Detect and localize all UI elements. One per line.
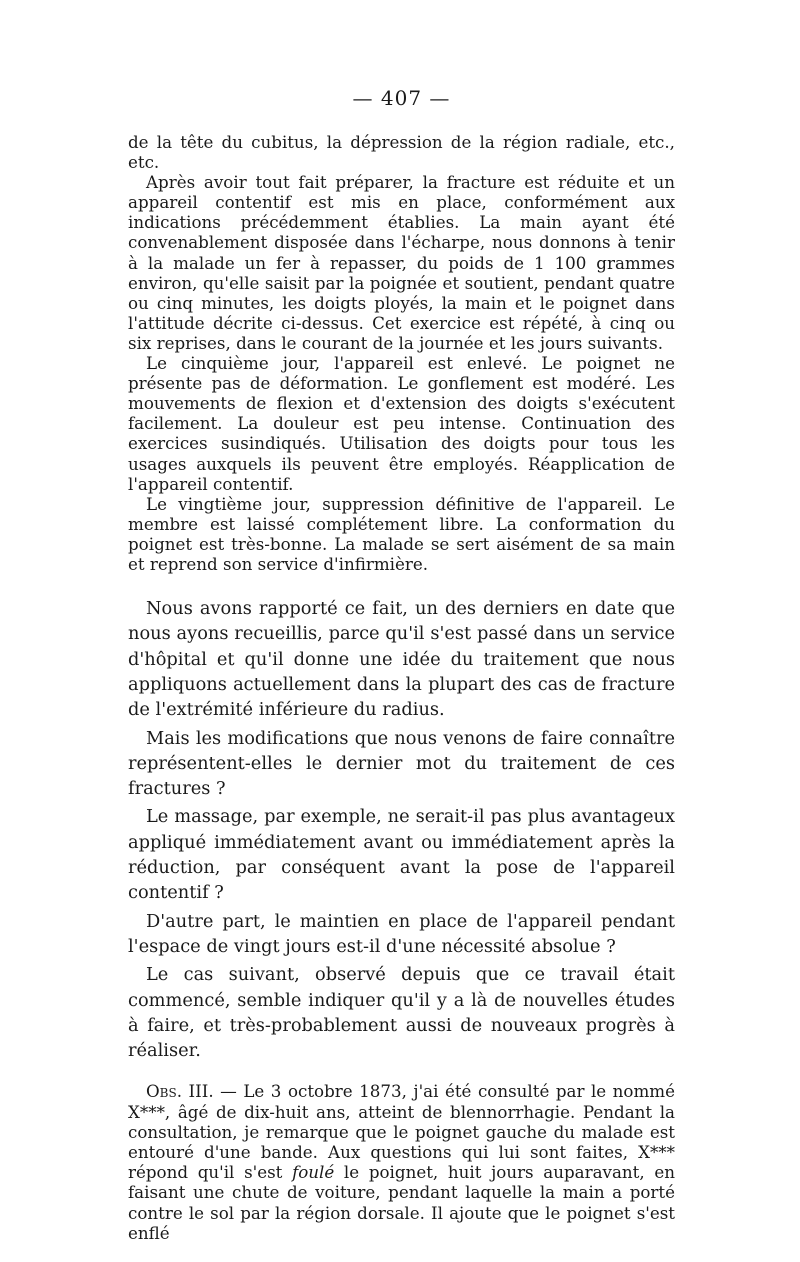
book-page (128, 86, 676, 1243)
paragraph: Nous avons rapporté ce fait, un des derniers en date que nous ayons recueillis, parce qu'il s'est passé dans un service d'hôpital et qu'il donne une idée du traitement que nous appliquons actuellement dans la plupart des cas de fracture de l'extrémité inférieure du radius. (128, 598, 675, 721)
observation-three (128, 1081, 675, 1243)
observation-text: — Le 3 octobre 1873, j'ai été consulté par le nommé X***, âgé de dix-huit ans, atteint de blennorrhagie. Pendant la consultation, je remarque que le poignet gauche du malade est entouré d'une bande. Aux questions qui lui sont faites, X*** répond qu'il s'est (128, 1081, 675, 1183)
paragraph: D'autre part, le maintien en place de l'appareil pendant l'espace de vingt jours est-il d'une nécessité absolue ? (128, 910, 675, 957)
paragraph (128, 1081, 675, 1243)
paragraph: Le vingtième jour, suppression définitive de l'appareil. Le membre est laissé complétement libre. La conformation du poignet est très-bonne. La malade se sert aisément de sa main et reprend son service d'infirmière. (128, 493, 675, 574)
paragraph: Le massage, par exemple, ne serait-il pas plus avantageux appliqué immédiatement avant ou immédiatement après la réduction, par conséquent avant la pose de l'appareil contentif ? (128, 806, 675, 904)
paragraph: Après avoir tout fait préparer, la fracture est réduite et un appareil contentif est mis en place, conformément aux indications précédemment établies. La main ayant été convenablement disposée dans l'écharpe, nous donnons à tenir à la malade un fer à repasser, du poids de 1 100 grammes environ, qu'elle saisit par la poignée et soutient, pendant quatre ou cinq minutes, les doigts ployés, la main et le poignet dans l'attitude décrite ci-dessus. Cet exercice est répété, à cinq ou six reprises, dans le courant de la journée et les jours suivants. (128, 172, 675, 353)
observation-text-continued: le poignet, huit jours auparavant, en faisant une chute de voiture, pendant laquelle la main a porté contre le sol par la région dorsale. Il ajoute que le poignet s'est enflé (128, 1162, 676, 1243)
italic-word: foulé (292, 1162, 335, 1183)
commentary (128, 596, 675, 1063)
case-continuation (128, 132, 675, 574)
page-number: — 407 — (352, 86, 451, 110)
paragraph: de la tête du cubitus, la dépression de la région radiale, etc., etc. (128, 132, 675, 173)
paragraph: Le cas suivant, observé depuis que ce travail était commencé, semble indiquer qu'il y a là de nouvelles études à faire, et très-probablement aussi de nouveaux progrès à réaliser. (128, 964, 675, 1062)
paragraph: Le cinquième jour, l'appareil est enlevé. Le poignet ne présente pas de déformation. Le gonflement est modéré. Les mouvements de flexion et d'extension des doigts s'exécutent facilement. La douleur est peu intense. Continuation des exercices susindiqués. Utilisation des doigts pour tous les usages auxquels ils peuvent être employés. Réapplication de l'appareil contentif. (128, 353, 675, 494)
paragraph: Mais les modifications que nous venons de faire connaître représentent-elles le dernier mot du traitement de ces fractures ? (128, 727, 675, 800)
observation-label: Obs. III. (146, 1081, 214, 1102)
